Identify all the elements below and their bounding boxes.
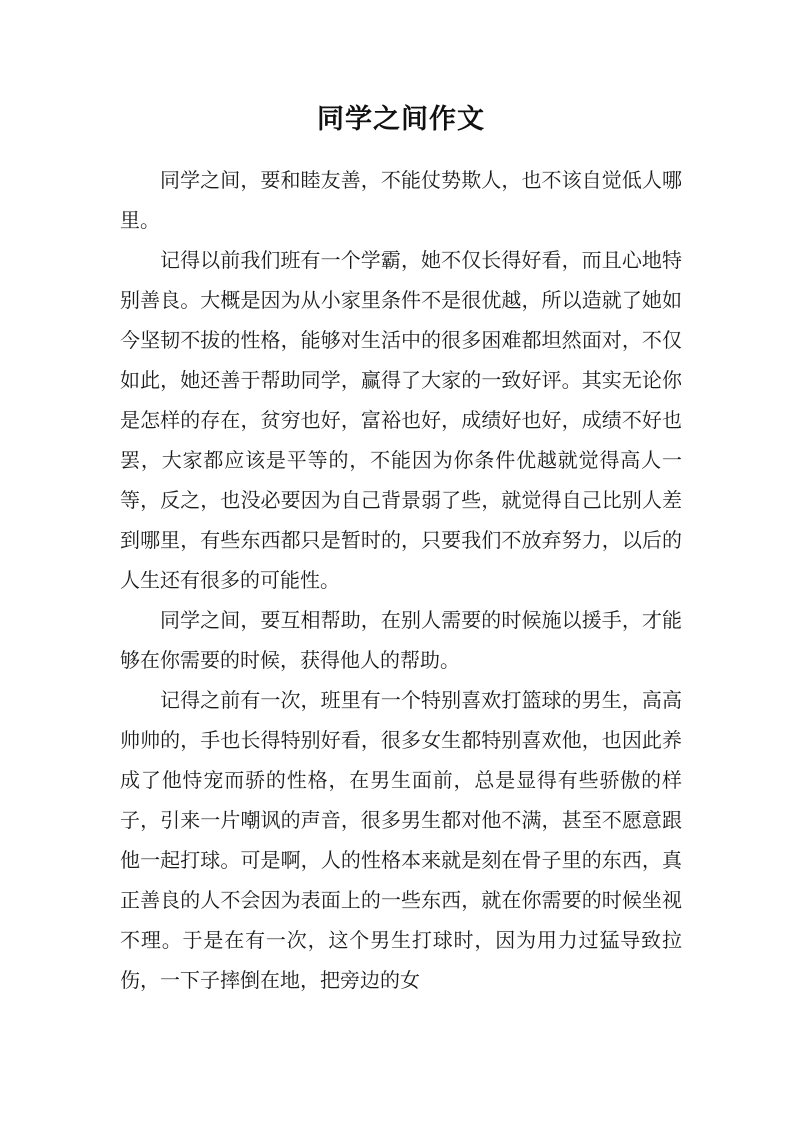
document-title: 同学之间作文	[317, 104, 485, 135]
paragraph-1: 同学之间，要和睦友善，不能仗势欺人，也不该自觉低人哪里。	[120, 168, 682, 232]
paragraph-2: 记得以前我们班有一个学霸，她不仅长得好看，而且心地特别善良。大概是因为从小家里条件不是很优越，所以造就了她如今坚韧不拔的性格，能够对生活中的很多困难都坦然面对，不仅如此，她还善于帮助同学，赢得了大家的一致好评。其实无论你是怎样的存在，贫穷也好，富裕也好，成绩好也好，成绩不好也罢，大家都应该是平等的，不能因为你条件优越就觉得高人一等，反之，也没必要因为自己背景弱了些，就觉得自己比别人差到哪里，有些东西都只是暂时的，只要我们不放弃努力，以后的人生还有很多的可能性。	[120, 248, 682, 592]
paragraph-4: 记得之前有一次，班里有一个特别喜欢打篮球的男生，高高帅帅的，手也长得特别好看，很多女生都特别喜欢他，也因此养成了他恃宠而骄的性格，在男生面前，总是显得有些骄傲的样子，引来一片嘲讽的声音，很多男生都对他不满，甚至不愿意跟他一起打球。可是啊，人的性格本来就是刻在骨子里的东西，真正善良的人不会因为表面上的一些东西，就在你需要的时候坐视不理。于是在有一次，这个男生打球时，因为用力过猛导致拉伤，一下子摔倒在地，把旁边的女	[120, 688, 682, 992]
document-body	[120, 160, 682, 1000]
paragraph-3: 同学之间，要互相帮助，在别人需要的时候施以援手，才能够在你需要的时候，获得他人的帮助。	[120, 608, 682, 672]
